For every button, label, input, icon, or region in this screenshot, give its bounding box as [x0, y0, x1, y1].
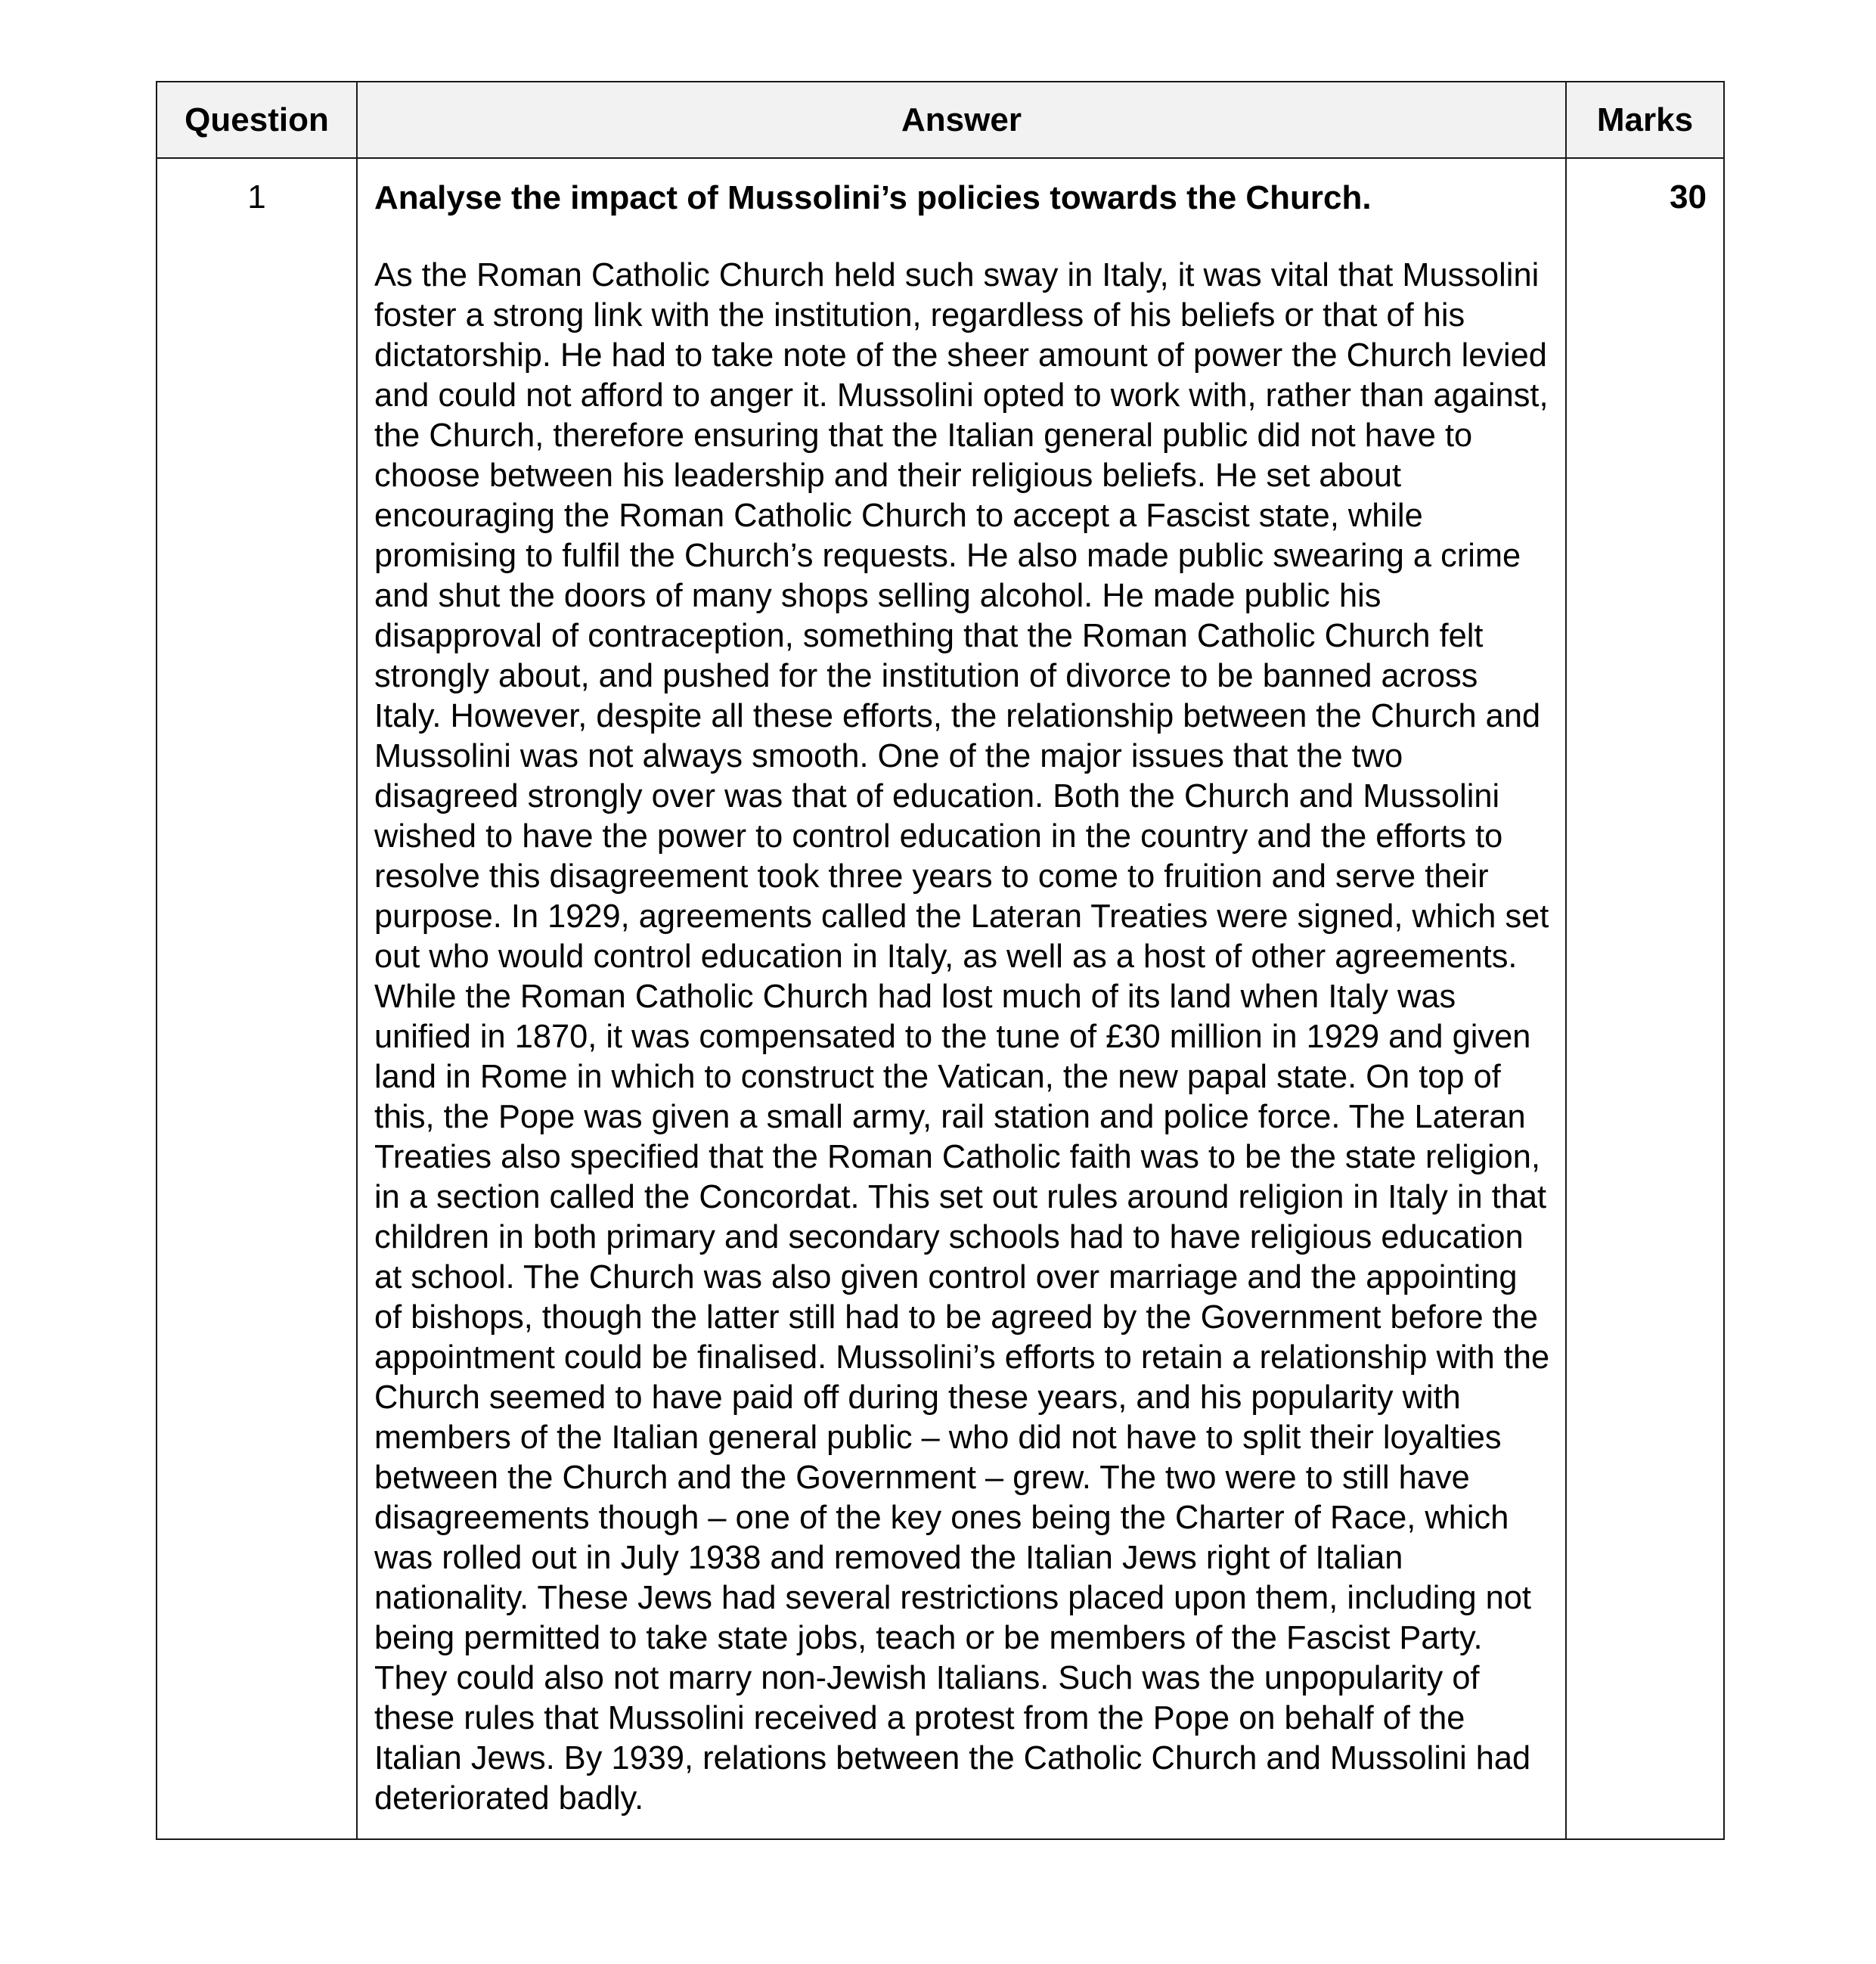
- answer-text: As the Roman Catholic Church held such sway in Italy, it was vital that Mussolini foster a strong link with the institution, regardless of his beliefs or that of his dictatorship. He had to take note of the sheer amount of power the Church levied and could not afford to anger it. Mussolini opted to work with, rather than against, the Church, therefore ensuring that the Italian general public did not have to choose between his leadership and their religious beliefs. He set about encouraging the Roman Catholic Church to accept a Fascist state, while promising to fulfil the Church’s requests. He also made public swearing a crime and shut the doors of many shops selling alcohol. He made public his disapproval of contraception, something that the Roman Catholic Church felt strongly about, and pushed for the institution of divorce to be banned across Italy. However, despite all these efforts, the relationship between the Church and Mussolini was not always smooth. One of the major issues that the two disagreed strongly over was that of education. Both the Church and Mussolini wished to have the power to control education in the country and the efforts to resolve this disagreement took three years to come to fruition and serve their purpose. In 1929, agreements called the Lateran Treaties were signed, which set out who would control education in Italy, as well as a host of other agreements. While the Roman Catholic Church had lost much of its land when Italy was unified in 1870, it was compensated to the tune of £30 million in 1929 and given land in Rome in which to construct the Vatican, the new papal state. On top of this, the Pope was given a small army, rail station and police force. The Lateran Treaties also specified that the Roman Catholic faith was to be the state religion, in a section called the Concordat. This set out rules around religion in Italy in that children in both primary and secondary schools had to have religious education at school. The Church was also given control over marriage and the appointing of bishops, though the latter still had to be agreed by the Government before the appointment could be finalised. Mussolini’s efforts to retain a relationship with the Church seemed to have paid off during these years, and his popularity with members of the Italian general public – who did not have to split their loyalties between the Church and the Government – grew. The two were to still have disagreements though – one of the key ones being the Charter of Race, which was rolled out in July 1938 and removed the Italian Jews right of Italian nationality. These Jews had several restrictions placed upon them, including not being permitted to take state jobs, teach or be members of the Fascist Party. They could also not marry non-Jewish Italians. Such was the unpopularity of these rules that Mussolini received a protest from the Pope on behalf of the Italian Jews. By 1939, relations between the Catholic Church and Mussolini had deteriorated badly.: [374, 257, 1550, 1817]
- header-answer: Answer: [357, 82, 1566, 158]
- header-question: Question: [157, 82, 357, 158]
- table-body: [157, 158, 1724, 1839]
- mark-scheme-table: [156, 81, 1725, 1840]
- header-row: [157, 82, 1724, 158]
- header-marks: Marks: [1566, 82, 1724, 158]
- question-prompt: Analyse the impact of Mussolini’s policies towards the Church.: [374, 179, 1372, 216]
- table-row: [157, 158, 1724, 1839]
- answer-cell: [357, 158, 1566, 1839]
- question-number: 1: [157, 158, 357, 1839]
- marks-value: 30: [1566, 158, 1724, 1839]
- table-header: [157, 82, 1724, 158]
